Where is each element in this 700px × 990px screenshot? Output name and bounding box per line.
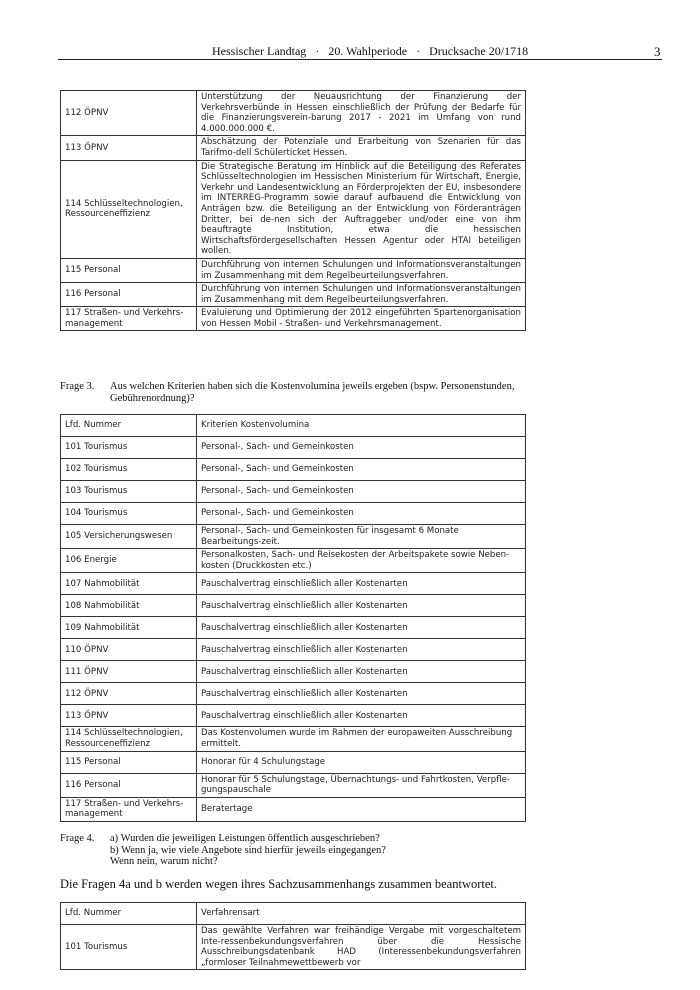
- table-row: [61, 283, 526, 307]
- question-line-a: a) Wurden die jeweiligen Leistungen öffentlich ausgeschrieben?: [110, 833, 380, 844]
- row-text: Unterstützung der Neuausrichtung der Finanzierung der Verkehrsverbünde in Hessen einschließlich der Prüfung der Bedarfe für die Finanzierungsverein-barung 2017 - 2021 im Umfang von rund 4.000.000.000 €.: [197, 91, 526, 136]
- page-number: 3: [654, 44, 661, 59]
- row-text: Pauschalvertrag einschließlich aller Kostenarten: [197, 617, 526, 639]
- row-text: Pauschalvertrag einschließlich aller Kostenarten: [197, 661, 526, 683]
- table-row: [61, 639, 526, 661]
- row-label: 114 Schlüsseltechnologien, Ressourceneffizienz: [61, 160, 197, 258]
- table-row: [61, 91, 526, 136]
- page-header: [0, 40, 700, 60]
- row-label: 112 ÖPNV: [61, 683, 197, 705]
- row-text: Durchführung von internen Schulungen und Informationsveranstaltungen im Zusammenhang mit dem Regelbeurteilungsverfahren.: [197, 283, 526, 307]
- row-text: Pauschalvertrag einschließlich aller Kostenarten: [197, 683, 526, 705]
- row-text: Personal-, Sach- und Gemeinkosten: [197, 459, 526, 481]
- row-label: 116 Personal: [61, 773, 197, 797]
- question-line-c: Wenn nein, warum nicht?: [110, 856, 218, 867]
- table-row: [61, 661, 526, 683]
- header-parliament: Hessischer Landtag: [212, 44, 307, 58]
- table-header-row: [61, 903, 526, 925]
- row-label: 115 Personal: [61, 258, 197, 282]
- row-label: 106 Energie: [61, 549, 197, 573]
- header-title: [212, 44, 528, 59]
- table-row: [61, 925, 526, 970]
- row-text: Personal-, Sach- und Gemeinkosten für insgesamt 6 Monate Bearbeitungs-zeit.: [197, 525, 526, 549]
- table-row: [61, 751, 526, 773]
- header-printed-matter: Drucksache 20/1718: [429, 44, 529, 58]
- table-row: [61, 595, 526, 617]
- row-label: 117 Straßen- und Verkehrs-management: [61, 797, 197, 821]
- row-text: Pauschalvertrag einschließlich aller Kostenarten: [197, 639, 526, 661]
- question-label: Frage 3.: [60, 381, 95, 392]
- table-row: [61, 617, 526, 639]
- row-label: 109 Nahmobilität: [61, 617, 197, 639]
- row-label: 110 ÖPNV: [61, 639, 197, 661]
- header-period: 20. Wahlperiode: [328, 44, 408, 58]
- table-row: [61, 258, 526, 282]
- column-header: Kriterien Kostenvolumina: [197, 415, 526, 437]
- row-label: 113 ÖPNV: [61, 705, 197, 727]
- row-label: 115 Personal: [61, 751, 197, 773]
- header-separator: ·: [416, 44, 421, 58]
- column-header: Lfd. Nummer: [61, 415, 197, 437]
- row-text: Abschätzung der Potenziale und Erarbeitung von Szenarien für das Tarifmo-dell Schülerticket Hessen.: [197, 136, 526, 160]
- header-rule: [58, 59, 662, 60]
- row-label: 114 Schlüsseltechnologien, Ressourceneffizienz: [61, 727, 197, 751]
- row-text: Pauschalvertrag einschließlich aller Kostenarten: [197, 573, 526, 595]
- row-label: 117 Straßen- und Verkehrs-management: [61, 307, 197, 331]
- question-text: [110, 833, 530, 868]
- row-text: Das gewählte Verfahren war freihändige Vergabe mit vorgeschaltetem Inte-ressenbekundungsverfahren über die Hessische Ausschreibungsdatenbank HAD (Interessenbekundungsverfahren „formloser Teilnahmewettbewerb vor: [197, 925, 526, 970]
- row-label: 102 Tourismus: [61, 459, 197, 481]
- row-text: Honorar für 5 Schulungstage, Übernachtungs- und Fahrtkosten, Verpfle-gungspauschale: [197, 773, 526, 797]
- answer-intro: Die Fragen 4a und b werden wegen ihres Sachzusammenhangs zusammen beantwortet.: [60, 877, 498, 891]
- table-row: [61, 705, 526, 727]
- table-row: [61, 727, 526, 751]
- row-text: Das Kostenvolumen wurde im Rahmen der europaweiten Ausschreibung ermittelt.: [197, 727, 526, 751]
- header-separator: ·: [315, 44, 320, 58]
- table-continued: [60, 90, 526, 331]
- row-text: Die Strategische Beratung im Hinblick auf die Beteiligung des Referates Schlüsseltechnologien im Hessischen Ministerium für Wirtschaft, Energie, Verkehr und Landesentwicklung an Förderprojekten der EU, insbesondere im INTERREG-Programm sowie darauf aufbauend die Entwicklung von Anträgen bzw. die Beteiligung an der Entwicklung von Förderanträgen Dritter, bei de-nen sich der Auftraggeber und/oder eine von ihm beauftragte Institution, etwa die hessischen Wirtschaftsfördergesellschaften Hessen Agentur oder HTAI beteiligen wollen.: [197, 160, 526, 258]
- question-line-b: b) Wenn ja, wie viele Angebote sind hierfür jeweils eingegangen?: [110, 844, 386, 856]
- row-label: 105 Versicherungswesen: [61, 525, 197, 549]
- table-row: [61, 437, 526, 459]
- row-label: 108 Nahmobilität: [61, 595, 197, 617]
- row-label: 101 Tourismus: [61, 925, 197, 970]
- row-label: 104 Tourismus: [61, 503, 197, 525]
- column-header: Verfahrensart: [197, 903, 526, 925]
- table-row: [61, 525, 526, 549]
- row-label: 111 ÖPNV: [61, 661, 197, 683]
- table-criteria: [60, 414, 526, 822]
- row-label: 101 Tourismus: [61, 437, 197, 459]
- row-label: 112 ÖPNV: [61, 91, 197, 136]
- table-row: [61, 459, 526, 481]
- table-row: [61, 573, 526, 595]
- row-text: Personal-, Sach- und Gemeinkosten: [197, 437, 526, 459]
- row-label: 113 ÖPNV: [61, 136, 197, 160]
- table-row: [61, 549, 526, 573]
- row-text: Durchführung von internen Schulungen und Informationsveranstaltungen im Zusammenhang mit dem Regelbeurteilungsverfahren.: [197, 258, 526, 282]
- table-row: [61, 136, 526, 160]
- row-text: Personal-, Sach- und Gemeinkosten: [197, 481, 526, 503]
- column-header: Lfd. Nummer: [61, 903, 197, 925]
- table-row: [61, 773, 526, 797]
- row-label: 116 Personal: [61, 283, 197, 307]
- row-text: Beratertage: [197, 797, 526, 821]
- table-row: [61, 481, 526, 503]
- table-row: [61, 797, 526, 821]
- question-label: Frage 4.: [60, 833, 95, 844]
- table-row: [61, 503, 526, 525]
- table-row: [61, 307, 526, 331]
- row-text: Pauschalvertrag einschließlich aller Kostenarten: [197, 705, 526, 727]
- table-procedure: [60, 902, 526, 970]
- row-label: 103 Tourismus: [61, 481, 197, 503]
- table-row: [61, 683, 526, 705]
- row-text: Personalkosten, Sach- und Reisekosten der Arbeitspakete sowie Neben-kosten (Druckkosten etc.): [197, 549, 526, 573]
- row-text: Pauschalvertrag einschließlich aller Kostenarten: [197, 595, 526, 617]
- row-text: Honorar für 4 Schulungstage: [197, 751, 526, 773]
- row-text: Personal-, Sach- und Gemeinkosten: [197, 503, 526, 525]
- question-text: Aus welchen Kriterien haben sich die Kostenvolumina jeweils ergeben (bspw. Personenstunden, Gebührenordnung)?: [110, 381, 515, 404]
- row-label: 107 Nahmobilität: [61, 573, 197, 595]
- table-header-row: [61, 415, 526, 437]
- row-text: Evaluierung und Optimierung der 2012 eingeführten Spartenorganisation von Hessen Mobil - Straßen- und Verkehrsmanagement.: [197, 307, 526, 331]
- table-row: [61, 160, 526, 258]
